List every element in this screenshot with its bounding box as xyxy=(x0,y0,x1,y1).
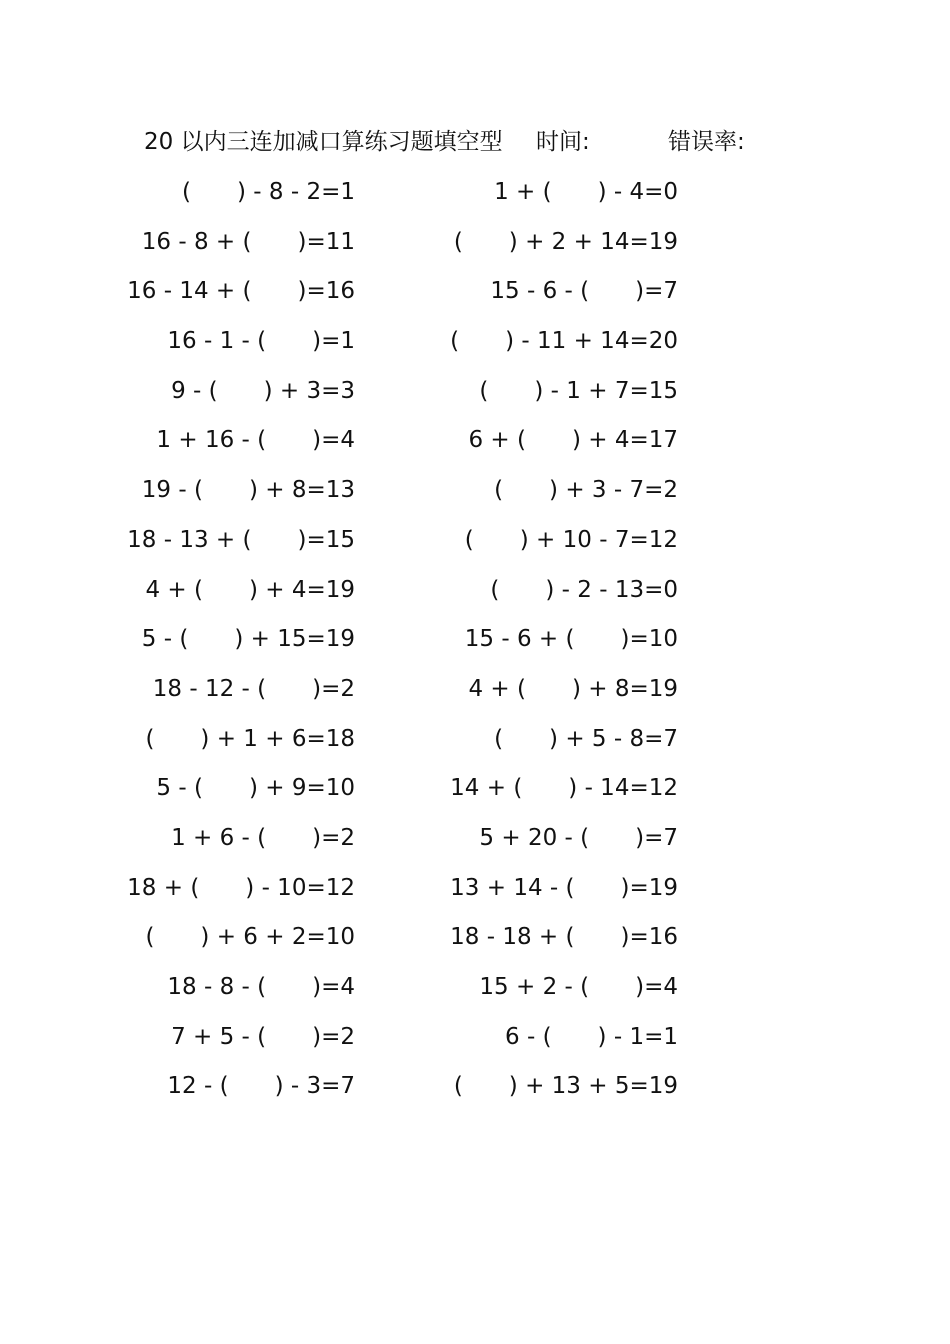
problem-row xyxy=(0,321,950,371)
problem-left: 9 - ( ) + 3=3 xyxy=(171,377,355,404)
problem-left: ( ) - 8 - 2=1 xyxy=(182,179,355,205)
problem-row xyxy=(0,371,950,421)
problem-right: ( ) + 2 + 14=19 xyxy=(453,228,678,255)
problem-left: 16 - 1 - ( )=1 xyxy=(167,328,355,355)
problem-right: 14 + ( ) - 14=12 xyxy=(450,775,678,802)
problem-right: 18 - 18 + ( )=16 xyxy=(450,924,678,951)
error-rate-label: 错误率: xyxy=(668,129,745,155)
problem-row xyxy=(0,172,950,222)
problem-row xyxy=(0,768,950,818)
problem-right: ( ) + 13 + 5=19 xyxy=(453,1073,678,1100)
problem-right: ( ) - 11 + 14=20 xyxy=(450,328,678,355)
problem-right: 15 - 6 - ( )=7 xyxy=(490,278,678,305)
problem-row xyxy=(0,669,950,719)
problem-right: 6 - ( ) - 1=1 xyxy=(505,1023,678,1050)
problem-left: 18 - 12 - ( )=2 xyxy=(152,675,355,702)
problem-row xyxy=(0,818,950,868)
problem-right: ( ) - 2 - 13=0 xyxy=(490,576,678,603)
problem-row xyxy=(0,719,950,769)
problem-right: 15 + 2 - ( )=4 xyxy=(479,974,678,1000)
problem-left: 12 - ( ) - 3=7 xyxy=(167,1073,355,1100)
problem-left: 18 - 8 - ( )=4 xyxy=(167,974,355,1000)
problem-right: ( ) + 10 - 7=12 xyxy=(464,526,678,553)
problem-right: 15 - 6 + ( )=10 xyxy=(464,626,678,653)
problem-left: 5 - ( ) + 15=19 xyxy=(141,626,355,653)
problem-right: 6 + ( ) + 4=17 xyxy=(468,427,678,454)
problem-row xyxy=(0,868,950,918)
problem-left: 7 + 5 - ( )=2 xyxy=(171,1023,355,1050)
problem-left: 1 + 16 - ( )=4 xyxy=(156,427,355,454)
problem-row xyxy=(0,271,950,321)
problem-right: 5 + 20 - ( )=7 xyxy=(479,824,678,851)
problem-left: 1 + 6 - ( )=2 xyxy=(171,824,355,851)
problem-left: ( ) + 1 + 6=18 xyxy=(145,725,355,752)
problem-row xyxy=(0,470,950,520)
problem-row xyxy=(0,917,950,967)
problem-left: 18 - 13 + ( )=15 xyxy=(127,526,355,553)
problem-left: 4 + ( ) + 4=19 xyxy=(145,576,355,603)
problem-row xyxy=(0,1066,950,1116)
problem-right: 13 + 14 - ( )=19 xyxy=(450,874,678,901)
problem-right: 1 + ( ) - 4=0 xyxy=(494,179,678,205)
problem-row xyxy=(0,570,950,620)
problem-left: 16 - 14 + ( )=16 xyxy=(127,278,355,305)
problem-list xyxy=(0,172,950,1116)
problem-left: ( ) + 6 + 2=10 xyxy=(145,924,355,951)
problem-left: 16 - 8 + ( )=11 xyxy=(141,228,355,255)
problem-row xyxy=(0,967,950,1017)
problem-row xyxy=(0,222,950,272)
problem-row xyxy=(0,420,950,470)
problem-row xyxy=(0,1017,950,1067)
problem-right: ( ) - 1 + 7=15 xyxy=(479,377,678,404)
time-label: 时间: xyxy=(536,129,590,155)
problem-right: 4 + ( ) + 8=19 xyxy=(468,675,678,702)
problem-left: 5 - ( ) + 9=10 xyxy=(156,775,355,802)
problem-left: 18 + ( ) - 10=12 xyxy=(127,874,355,901)
problem-left: 19 - ( ) + 8=13 xyxy=(141,477,355,504)
problem-row xyxy=(0,520,950,570)
worksheet-title: 20 以内三连加减口算练习题填空型 xyxy=(144,129,503,155)
worksheet-header xyxy=(144,124,784,160)
problem-row xyxy=(0,619,950,669)
problem-right: ( ) + 3 - 7=2 xyxy=(494,477,678,504)
problem-right: ( ) + 5 - 8=7 xyxy=(494,725,678,752)
